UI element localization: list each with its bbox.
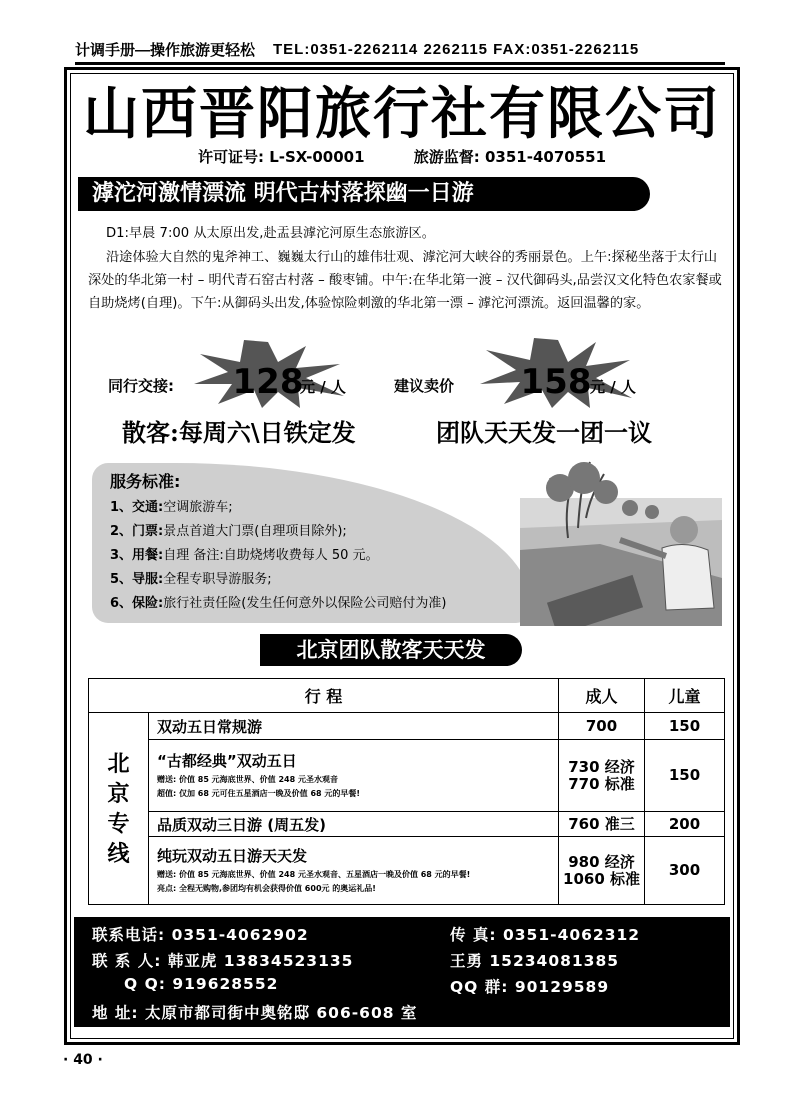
adult-price: 760 准三 — [559, 812, 645, 837]
tour-description: 沿途体验大自然的鬼斧神工、巍巍太行山的雄伟壮观、滹沱河大峡谷的秀丽景色。上午:探秘坐落于太行山深处的华北第一村 – 明代青石窑古村落 – 酸枣铺。中午:在华北第一渡 – 汉代御码头,品尝汉文化特色农家餐或自助烧烤(自理)。下午:从御码头出发,体验惊险刺激的华北第一漂 – 滹沱河漂流。返回温馨的家。 — [88, 250, 722, 311]
service-item-text: 空调旅游车; — [163, 500, 233, 515]
retail-price: 158 — [520, 362, 592, 402]
license-line — [70, 146, 734, 167]
service-item — [110, 592, 446, 616]
contact-panel — [74, 917, 730, 1027]
header-adult: 成人 — [559, 679, 645, 713]
adult-price — [559, 740, 645, 812]
peer-price: 128 — [232, 362, 304, 402]
child-price: 150 — [645, 713, 725, 740]
service-title: 服务标准: — [110, 472, 181, 491]
price-row — [100, 360, 720, 410]
service-item — [110, 544, 446, 568]
beijing-banner: 北京团队散客天天发 — [260, 634, 522, 666]
service-item — [110, 568, 446, 592]
contact-fax: 传 真: 0351-4062312 — [450, 926, 641, 944]
route-cell — [149, 837, 559, 905]
retail-price-label: 建议卖价 — [394, 377, 455, 395]
page-number: · 40 · — [63, 1052, 103, 1068]
region-label — [89, 713, 149, 905]
route-note: 赠送: 价值 85 元海底世界、价值 248 元圣水观音 — [157, 774, 338, 784]
route-name: 品质双动三日游 (周五发) — [149, 812, 559, 837]
service-item-text: 旅行社责任险(发生任何意外以保险公司赔付为准) — [163, 596, 447, 611]
contact-address: 地 址: 太原市都司街中奥铭邸 606-608 室 — [92, 1004, 418, 1022]
adult-price: 700 — [559, 713, 645, 740]
region-char: 北 — [107, 750, 130, 777]
table-row — [89, 837, 725, 905]
adult-price-line: 980 经济 — [568, 852, 635, 871]
route-note: 亮点: 全程无购物,参团均有机会获得价值 600元 的奥运礼品! — [157, 883, 376, 893]
beijing-itinerary-table — [88, 678, 725, 905]
service-item-key: 5、导服: — [110, 572, 164, 587]
peer-price-unit: 元 / 人 — [300, 378, 346, 396]
header-child: 儿童 — [645, 679, 725, 713]
table-header-row — [89, 679, 725, 713]
region-char: 专 — [107, 810, 130, 837]
service-list — [110, 496, 446, 616]
adult-price — [559, 837, 645, 905]
contact-person-2: 王勇 15234081385 — [450, 952, 620, 970]
running-header — [75, 36, 725, 65]
route-name: “古都经典”双动五日 — [157, 751, 297, 770]
service-item-text: 自理 备注:自助烧烤收费每人 50 元。 — [163, 548, 379, 563]
child-price: 150 — [645, 740, 725, 812]
peer-price-label: 同行交接: — [108, 377, 174, 395]
adult-price-line: 1060 标准 — [563, 869, 640, 888]
child-price: 300 — [645, 837, 725, 905]
contact-person-1: 联 系 人: 韩亚虎 13834523135 — [92, 952, 354, 970]
group-departure: 团队天天发一团一议 — [436, 418, 652, 447]
adult-price-line: 770 标准 — [568, 774, 635, 793]
service-item-key: 2、门票: — [110, 524, 164, 539]
contact-qq: Q Q: 919628552 — [124, 975, 279, 993]
service-item-text: 全程专职导游服务; — [163, 572, 272, 587]
tour-guide-photo — [520, 458, 722, 626]
contact-qq-group: QQ 群: 90129589 — [450, 978, 610, 996]
license-number: 许可证号: L-SX-00001 — [197, 148, 365, 166]
tour-title: 滹沱河激情漂流 明代古村落探幽一日游 — [78, 177, 650, 211]
route-note: 超值: 仅加 68 元可住五星酒店一晚及价值 68 元的早餐! — [157, 788, 361, 798]
adult-price-line: 730 经济 — [568, 757, 635, 776]
company-name: 山西晋阳旅行社有限公司 — [83, 81, 721, 147]
table-row — [89, 713, 725, 740]
supervision-phone: 旅游监督: 0351-4070551 — [413, 148, 607, 166]
region-char: 京 — [107, 780, 130, 807]
service-item-key: 1、交通: — [110, 500, 164, 515]
individual-departure: 散客:每周六\日铁定发 — [122, 418, 356, 447]
route-name: 纯玩双动五日游天天发 — [157, 846, 308, 865]
service-item-key: 3、用餐: — [110, 548, 164, 563]
child-price: 200 — [645, 812, 725, 837]
header-contact-line: TEL:0351-2262114 2262115 FAX:0351-2262115 — [273, 40, 640, 58]
route-name: 双动五日常规游 — [149, 713, 559, 740]
tour-day1: D1:早晨 7:00 从太原出发,赴盂县滹沱河原生态旅游区。 — [106, 226, 435, 241]
route-note: 赠送: 价值 85 元海底世界、价值 248 元圣水观音、五星酒店一晚及价值 68 元的早餐! — [157, 869, 471, 879]
service-item — [110, 520, 446, 544]
contact-phone: 联系电话: 0351-4062902 — [92, 926, 309, 944]
service-item — [110, 496, 446, 520]
route-cell — [149, 740, 559, 812]
table-row — [89, 740, 725, 812]
table-row — [89, 812, 725, 837]
header-route: 行 程 — [89, 679, 559, 713]
retail-price-unit: 元 / 人 — [590, 378, 636, 396]
header-slogan: 计调手册—操作旅游更轻松 — [75, 41, 256, 59]
service-item-text: 景点首道大门票(自理项目除外); — [163, 524, 347, 539]
service-item-key: 6、保险: — [110, 596, 164, 611]
region-char: 线 — [107, 840, 130, 867]
